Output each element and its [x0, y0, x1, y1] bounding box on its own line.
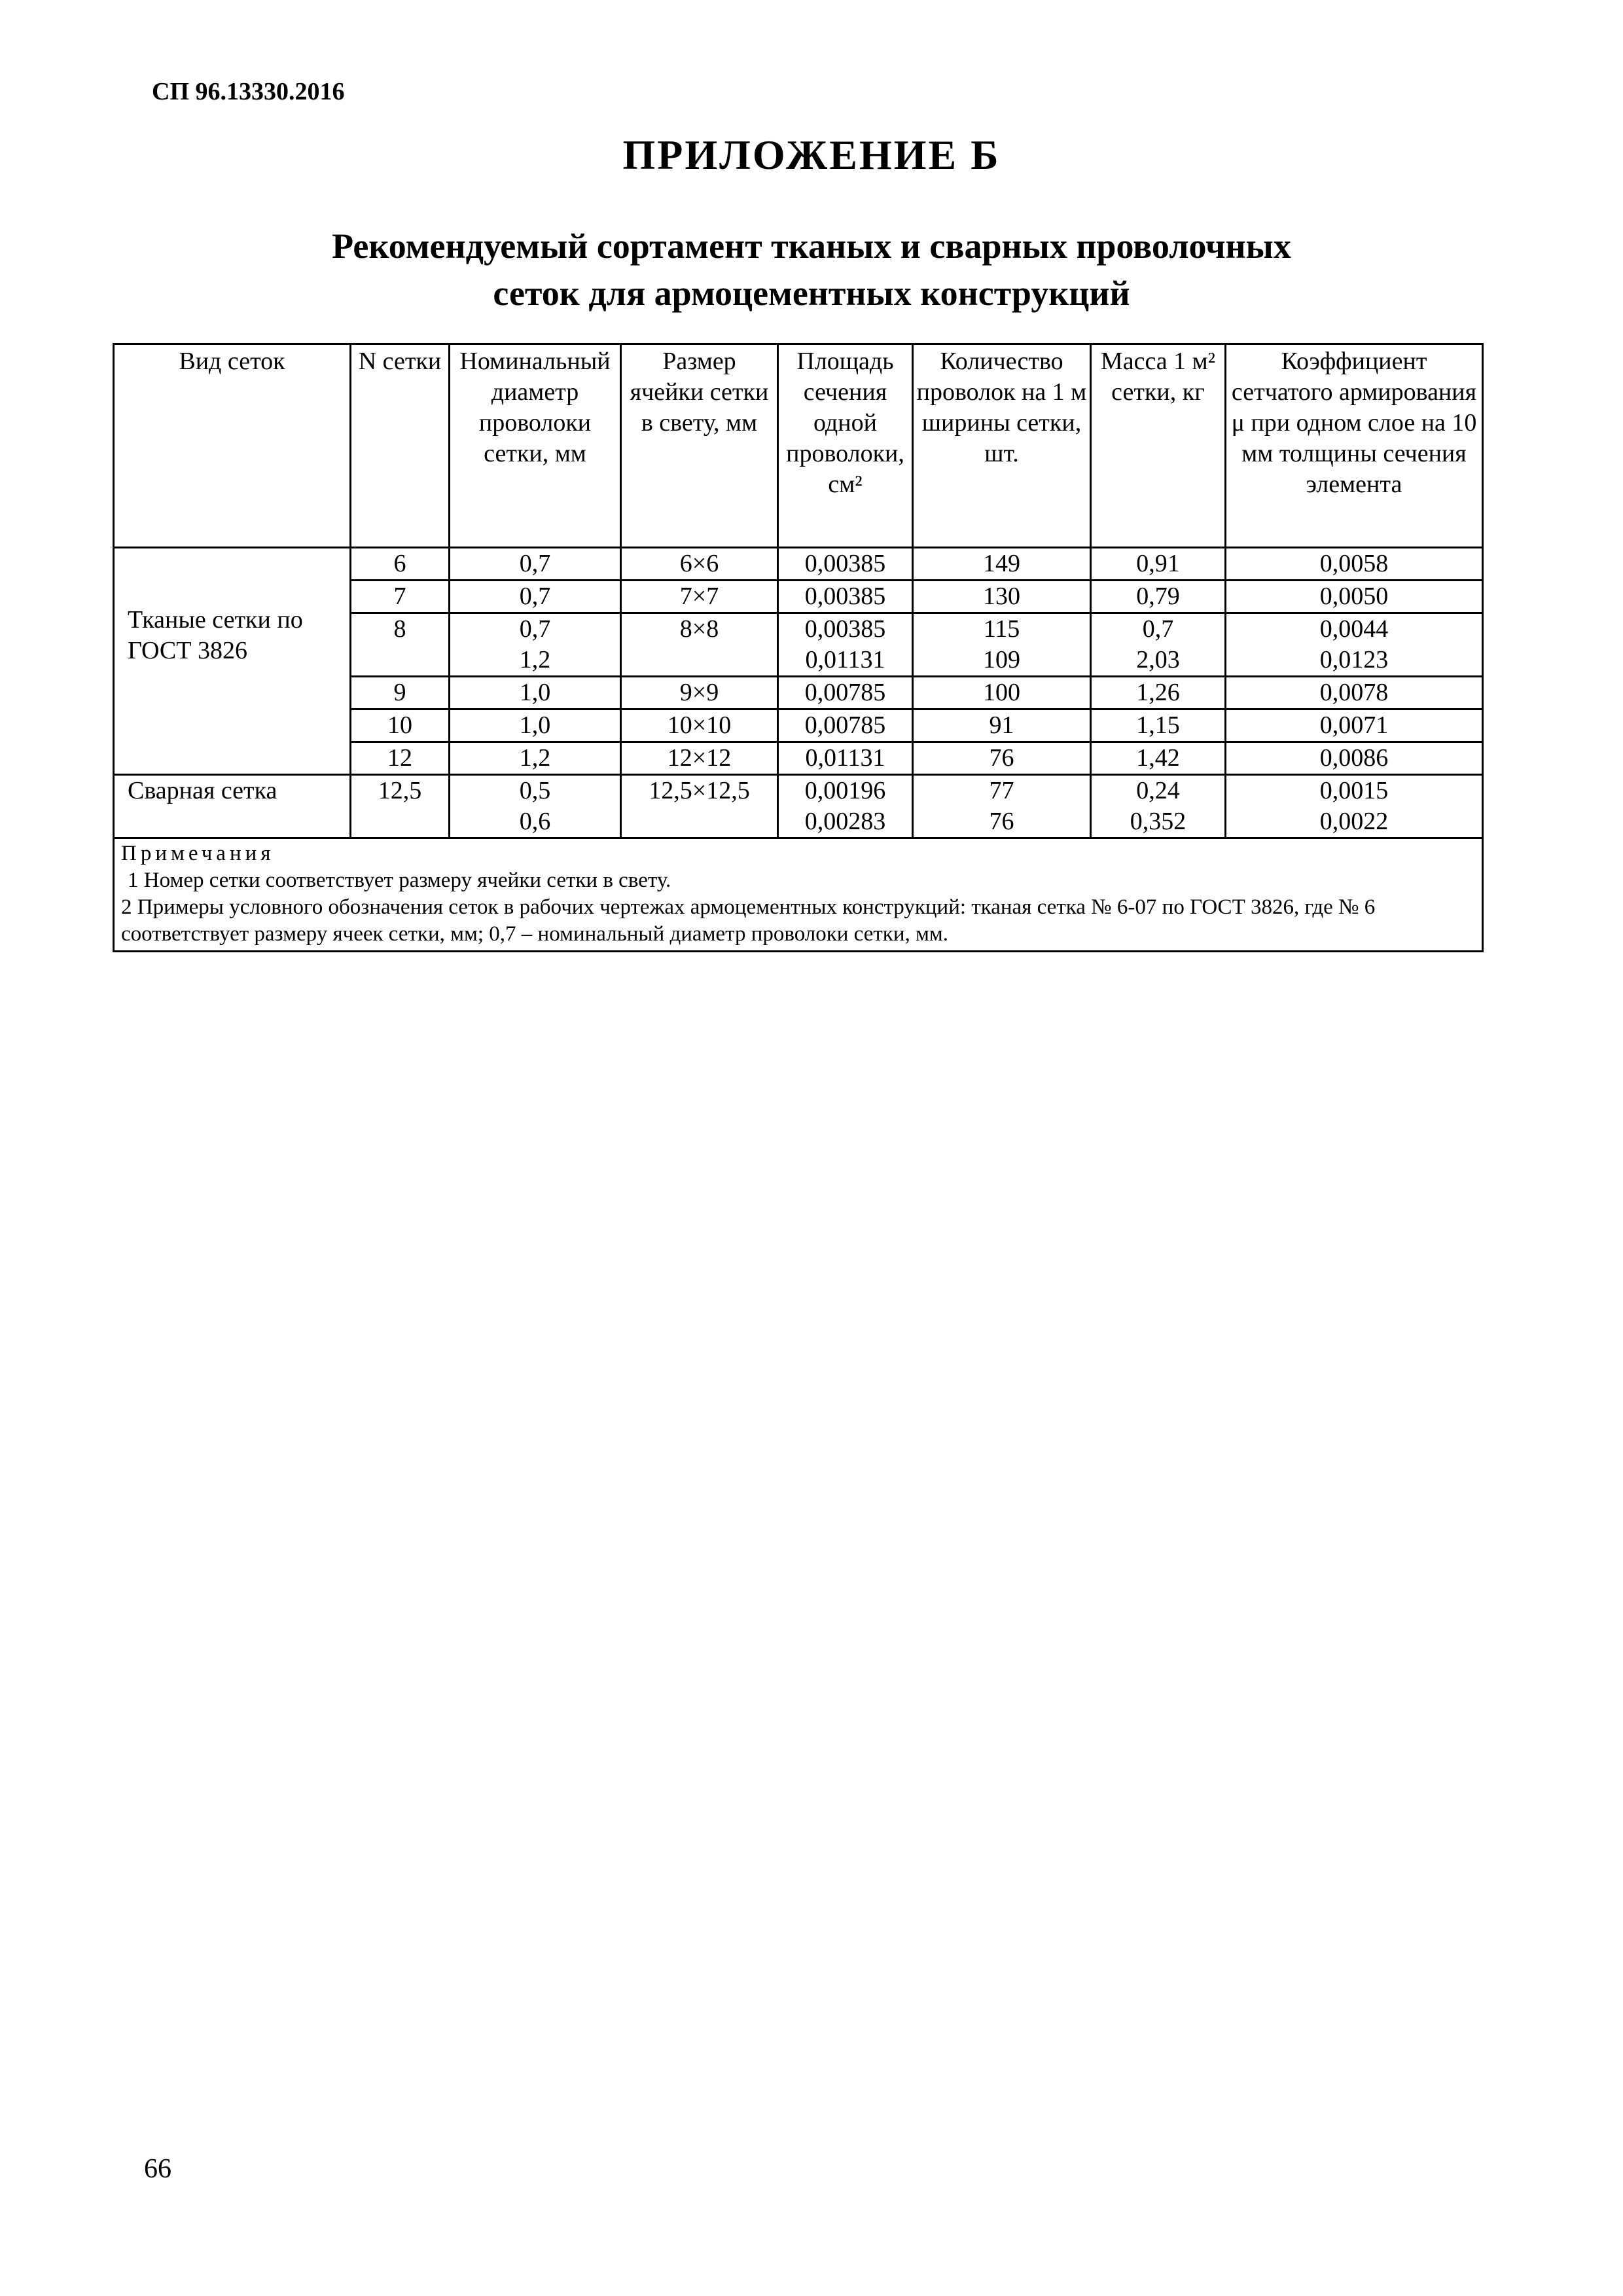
page-number: 66 [144, 2154, 171, 2184]
cell-mesh-mass [1091, 775, 1226, 838]
cell-mesh-number: 9 [351, 677, 450, 709]
cell-wire-area [778, 613, 913, 677]
cell-wire-area: 0,00385 [778, 548, 913, 581]
notes-title: Примечания [121, 842, 275, 865]
note-item-1: 1 Номер сетки соответствует размеру ячейки сетки в свету. [128, 869, 671, 892]
value-line: 77 [989, 777, 1014, 804]
value-line: 0,7 [1142, 615, 1174, 643]
cell-mesh-number: 12,5 [351, 775, 450, 838]
table-row [114, 548, 1483, 581]
cell-reinforcement-coef [1226, 775, 1483, 838]
cell-mesh-mass: 0,91 [1091, 548, 1226, 581]
value-line: 0,0123 [1319, 646, 1389, 673]
cell-mesh-number: 10 [351, 709, 450, 742]
cell-cell-size: 8×8 [621, 613, 778, 677]
value-line: 2,03 [1136, 646, 1180, 673]
cell-wire-area: 0,01131 [778, 742, 913, 775]
table-title-line-2: сеток для армоцементных конструкций [493, 274, 1130, 313]
cell-wire-count: 130 [913, 581, 1091, 613]
appendix-title: ПРИЛОЖЕНИЕ Б [622, 132, 1001, 178]
value-line: 0,01131 [805, 646, 885, 673]
cell-wire-count: 149 [913, 548, 1091, 581]
note-item-2: 2 Примеры условного обозначения сеток в рабочих чертежах армоцементных конструкций: тканая сетка № 6-07 по ГОСТ 3826, где № 6 соответствует размеру ячеек сетки, мм; 0,7 – номинальный диаметр проволоки сетки, мм. [121, 895, 1376, 946]
cell-wire-diameter [450, 613, 621, 677]
notes-row [114, 838, 1483, 952]
cell-mesh-number: 6 [351, 548, 450, 581]
cell-cell-size: 12×12 [621, 742, 778, 775]
cell-wire-count: 100 [913, 677, 1091, 709]
table-title [0, 223, 1623, 317]
header-wire-diameter: Номинальный диаметр проволоки сетки, мм [450, 344, 621, 548]
cell-mesh-number: 12 [351, 742, 450, 775]
value-line: 0,24 [1136, 777, 1180, 804]
cell-mesh-mass [1091, 613, 1226, 677]
mesh-type-welded: Сварная сетка [114, 775, 351, 838]
table-title-line-1: Рекомендуемый сортамент тканых и сварных проволочных [332, 226, 1291, 266]
value-line: 76 [989, 808, 1014, 835]
cell-cell-size: 6×6 [621, 548, 778, 581]
cell-mesh-mass: 1,26 [1091, 677, 1226, 709]
cell-mesh-number: 7 [351, 581, 450, 613]
cell-wire-diameter: 1,0 [450, 677, 621, 709]
cell-cell-size: 12,5×12,5 [621, 775, 778, 838]
value-line: 0,00196 [804, 777, 886, 804]
header-reinforcement-coef: Коэффициент сетчатого армирования μ при одном слое на 10 мм толщины сечения элемента [1226, 344, 1483, 548]
table-row [114, 775, 1483, 838]
value-line: 109 [983, 646, 1020, 673]
table-header-row [114, 344, 1483, 548]
cell-mesh-number: 8 [351, 613, 450, 677]
cell-wire-diameter: 1,2 [450, 742, 621, 775]
cell-cell-size: 7×7 [621, 581, 778, 613]
value-line: 0,00385 [804, 615, 886, 643]
mesh-assortment-table [113, 343, 1484, 952]
header-wire-area: Площадь сечения одной проволоки, см² [778, 344, 913, 548]
notes-cell [114, 838, 1483, 952]
value-line: 0,0015 [1319, 777, 1389, 804]
cell-wire-diameter: 0,7 [450, 548, 621, 581]
value-line: 0,6 [519, 808, 551, 835]
cell-reinforcement-coef: 0,0086 [1226, 742, 1483, 775]
value-line: 0,352 [1130, 808, 1186, 835]
value-line: 1,2 [519, 646, 551, 673]
header-mesh-mass: Масса 1 м² сетки, кг [1091, 344, 1226, 548]
cell-reinforcement-coef: 0,0071 [1226, 709, 1483, 742]
cell-wire-count: 91 [913, 709, 1091, 742]
value-line: 0,0022 [1319, 808, 1389, 835]
cell-cell-size: 10×10 [621, 709, 778, 742]
value-line: 0,00283 [804, 808, 886, 835]
header-mesh-type: Вид сеток [114, 344, 351, 548]
value-line: 0,7 [519, 615, 551, 643]
value-line: 115 [983, 615, 1020, 643]
header-mesh-number: N сетки [351, 344, 450, 548]
cell-wire-count [913, 613, 1091, 677]
cell-cell-size: 9×9 [621, 677, 778, 709]
cell-reinforcement-coef: 0,0078 [1226, 677, 1483, 709]
cell-mesh-mass: 0,79 [1091, 581, 1226, 613]
cell-wire-area: 0,00385 [778, 581, 913, 613]
header-wire-count: Количество проволок на 1 м ширины сетки, шт. [913, 344, 1091, 548]
cell-mesh-mass: 1,42 [1091, 742, 1226, 775]
cell-mesh-mass: 1,15 [1091, 709, 1226, 742]
value-line: 0,5 [519, 777, 551, 804]
value-line: 0,0044 [1319, 615, 1389, 643]
cell-wire-count [913, 775, 1091, 838]
cell-reinforcement-coef: 0,0058 [1226, 548, 1483, 581]
header-cell-size: Размер ячейки сетки в свету, мм [621, 344, 778, 548]
cell-wire-diameter [450, 775, 621, 838]
cell-reinforcement-coef [1226, 613, 1483, 677]
mesh-type-woven: Тканые сетки по ГОСТ 3826 [114, 548, 351, 775]
cell-wire-area: 0,00785 [778, 709, 913, 742]
document-code: СП 96.13330.2016 [152, 78, 345, 105]
cell-wire-area: 0,00785 [778, 677, 913, 709]
cell-wire-diameter: 1,0 [450, 709, 621, 742]
cell-wire-count: 76 [913, 742, 1091, 775]
cell-reinforcement-coef: 0,0050 [1226, 581, 1483, 613]
cell-wire-diameter: 0,7 [450, 581, 621, 613]
cell-wire-area [778, 775, 913, 838]
